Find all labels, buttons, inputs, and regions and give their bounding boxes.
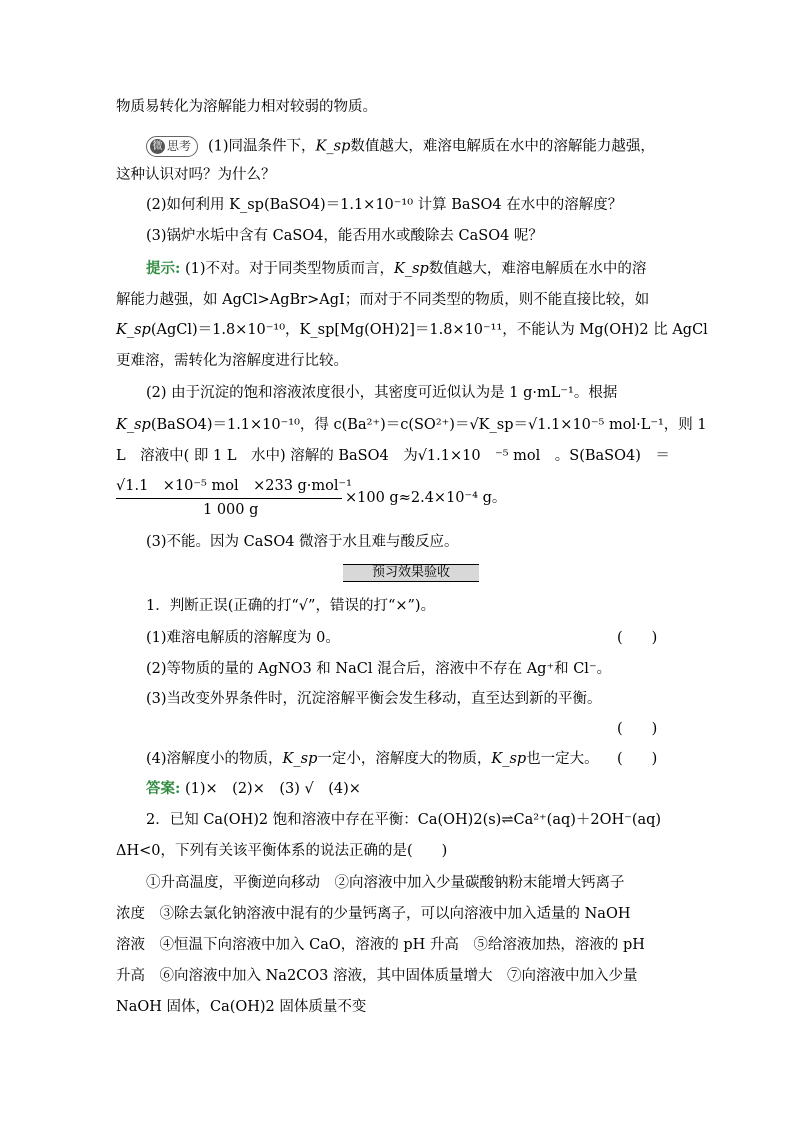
text-line: (2)等物质的量的 AgNO3 和 NaCl 混合后，溶液中不存在 Ag⁺和 Cl⁻。 — [146, 661, 612, 677]
a2-text-b: (BaSO4)＝1.1×10⁻¹⁰，得 c(Ba²⁺)＝c(SO²⁺)＝√K_sp＝√1.1×10⁻⁵ mol·L⁻¹，则 1 — [150, 417, 707, 433]
fraction-denominator: 1 000 g — [203, 502, 259, 518]
text-line: 解能力越强，如 AgCl>AgBr>AgI；而对于不同类型的物质，则不能直接比较，如 — [116, 292, 650, 308]
text-line: ①升高温度，平衡逆向移动 ②向溶液中加入少量碳酸钠粉末能增大钙离子 — [146, 875, 625, 891]
text-line: ×100 g≈2.4×10⁻⁴ g。 — [345, 490, 507, 506]
q1-text-a: (1)同温条件下， — [208, 138, 316, 155]
text-line: 升高 ⑥向溶液中加入 Na2CO3 溶液，其中固体质量增大 ⑦向溶液中加入少量 — [116, 968, 638, 984]
badge-ring-icon: 微 — [150, 139, 165, 154]
text-line: L 溶液中( 即 1 L 水中) 溶解的 BaSO4 为√1.1×10 ⁻⁵ mol 。S(BaSO4) ＝ — [116, 448, 670, 464]
text-line: ΔH<0，下列有关该平衡体系的说法正确的是( ) — [116, 843, 448, 859]
think-badge — [146, 136, 198, 157]
ksp-symbol: K_sp — [491, 751, 527, 767]
text-line: 物质易转化为溶解能力相对较弱的物质。 — [116, 99, 377, 115]
text-line: (3)锅炉水垢中含有 CaSO4，能否用水或酸除去 CaSO4 呢？ — [146, 228, 543, 244]
q1-text-b: 数值越大，难溶电解质在水中的溶解能力越强， — [350, 138, 655, 155]
text-line: 浓度 ③除去氯化钠溶液中混有的少量钙离子，可以向溶液中加入适量的 NaOH — [116, 906, 631, 922]
text-line: (3)当改变外界条件时，沉淀溶解平衡会发生移动，直至达到新的平衡。 — [146, 691, 602, 707]
text-line — [116, 320, 708, 340]
text-line: (2)如何利用 K_sp(BaSO4)＝1.1×10⁻¹⁰ 计算 BaSO4 在水中的溶解度？ — [146, 197, 623, 213]
p1-4-text-b: 一定小，溶解度大的物质， — [317, 751, 492, 767]
text-line — [146, 749, 599, 769]
fraction-bar — [116, 498, 342, 499]
p1-4-text-c: 也一定大。 — [526, 751, 599, 767]
ksp-symbol: K_sp — [315, 138, 351, 155]
answer-blank: ( ) — [617, 751, 658, 767]
badge-label: 思考 — [167, 139, 192, 153]
answer-text: (1)× (2)× (3) √ (4)× — [180, 781, 361, 797]
ksp-symbol: K_sp — [116, 417, 151, 433]
question-line — [146, 136, 655, 157]
answer-blank: ( ) — [617, 630, 658, 646]
answer-label: 答案: — [146, 780, 181, 797]
text-line: (1)难溶电解质的溶解度为 0。 — [146, 630, 340, 646]
text-line: NaOH 固体，Ca(OH)2 固体质量不变 — [116, 999, 367, 1015]
a1-text-a: (1)不对。对于同类型物质而言， — [180, 261, 395, 277]
fraction-numerator: √1.1 ×10⁻⁵ mol ×233 g·mol⁻¹ — [116, 478, 353, 494]
text-line: (3)不能。因为 CaSO4 微溶于水且难与酸反应。 — [146, 534, 459, 550]
a1-text-b: 数值越大，难溶电解质在水中的溶 — [428, 261, 647, 277]
a1-text-d: (AgCl)＝1.8×10⁻¹⁰，K_sp[Mg(OH)2]＝1.8×10⁻¹¹，不能认为 Mg(OH)2 比 AgCl — [150, 322, 708, 338]
text-line: 这种认识对吗？为什么？ — [116, 167, 276, 183]
section-heading: 预习效果验收 — [343, 564, 479, 582]
ksp-symbol: K_sp — [394, 261, 429, 277]
text-line: (2) 由于沉淀的饱和溶液浓度很小，其密度可近似认为是 1 g·mL⁻¹。根据 — [146, 385, 618, 401]
ksp-symbol: K_sp — [282, 751, 318, 767]
text-line: 2．已知 Ca(OH)2 饱和溶液中存在平衡：Ca(OH)2(s)⇌Ca²⁺(aq)＋2OH⁻(aq) — [146, 812, 662, 828]
answer-line — [146, 779, 361, 799]
text-line: 溶液 ④恒温下向溶液中加入 CaO，溶液的 pH 升高 ⑤给溶液加热，溶液的 pH — [116, 937, 645, 953]
answer-blank: ( ) — [617, 721, 658, 737]
hint-label: 提示: — [146, 260, 181, 277]
p1-4-text-a: (4)溶解度小的物质， — [146, 751, 283, 767]
ksp-symbol: K_sp — [116, 322, 151, 338]
text-line: 更难溶，需转化为溶解度进行比较。 — [116, 353, 348, 369]
text-line — [116, 415, 707, 435]
text-line: 1．判断正误(正确的打“√”，错误的打“×”)。 — [146, 598, 436, 614]
hint-line — [146, 259, 646, 279]
